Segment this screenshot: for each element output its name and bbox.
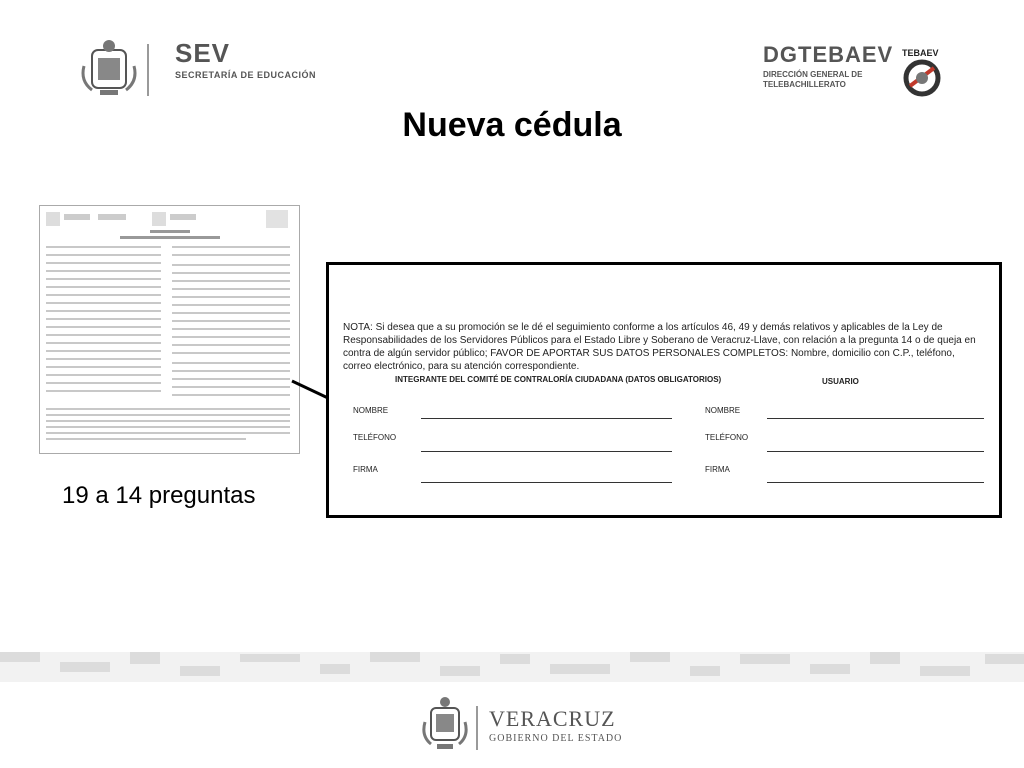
user-name-field[interactable] [767, 418, 984, 419]
dgtebaev-logo-title: DGTEBAEV [763, 42, 894, 67]
form-thumbnail-art [40, 206, 299, 453]
user-signature-label: FIRMA [705, 465, 730, 474]
committee-name-label: NOMBRE [353, 406, 389, 415]
veracruz-logo-title: VERACRUZ [489, 706, 616, 731]
tebaev-logo-icon [900, 58, 950, 98]
sev-logo-title: SEV [175, 38, 231, 68]
committee-name-field[interactable] [421, 418, 672, 419]
committee-phone-field[interactable] [421, 451, 672, 452]
committee-phone-label: TELÉFONO [353, 433, 397, 442]
user-phone-label: TELÉFONO [705, 433, 749, 442]
user-signature-field[interactable] [767, 482, 984, 483]
footer-pattern [0, 652, 1024, 682]
user-heading: USUARIO [822, 377, 859, 386]
footer-divider [476, 706, 478, 750]
committee-heading: INTEGRANTE DEL COMITÉ DE CONTRALORÍA CIUDADANA (DATOS OBLIGATORIOS) [395, 375, 722, 384]
questions-caption: 19 a 14 preguntas [62, 482, 256, 509]
connector-line [290, 378, 330, 402]
committee-signature-field[interactable] [421, 482, 672, 483]
dgtebaev-logo-subtitle: DIRECCIÓN GENERAL DE TELEBACHILLERATO [763, 70, 863, 89]
form-thumbnail [39, 205, 300, 454]
committee-signature-label: FIRMA [353, 465, 378, 474]
user-name-label: NOMBRE [705, 406, 741, 415]
tebaev-logo-label: TEBAEV [902, 48, 939, 58]
user-phone-field[interactable] [767, 451, 984, 452]
header-divider [147, 44, 149, 96]
page-title: Nueva cédula [402, 106, 622, 144]
veracruz-logo-subtitle: GOBIERNO DEL ESTADO [489, 733, 623, 744]
form-zoom-panel [326, 262, 1002, 518]
veracruz-seal-icon [78, 36, 140, 98]
footer-seal-icon [420, 694, 470, 754]
form-note: NOTA: Si desea que a su promoción se le dé el seguimiento conforme a los artículos 46, 49 y demás relativos y aplicables de la Ley de Responsabilidades de los Servidores Públicos para el Estado Libre y Soberano de Veracruz-Llave, con relación a la pregunta 14 o de queja en contra de algún servidor público; FAVOR DE APORTAR SUS DATOS PERSONALES COMPLETOS: Nombre, domicilio con C.P., teléfono, correo electrónico, para su atención correspondiente. [343, 322, 976, 372]
sev-logo-subtitle: SECRETARÍA DE EDUCACIÓN [175, 70, 317, 80]
